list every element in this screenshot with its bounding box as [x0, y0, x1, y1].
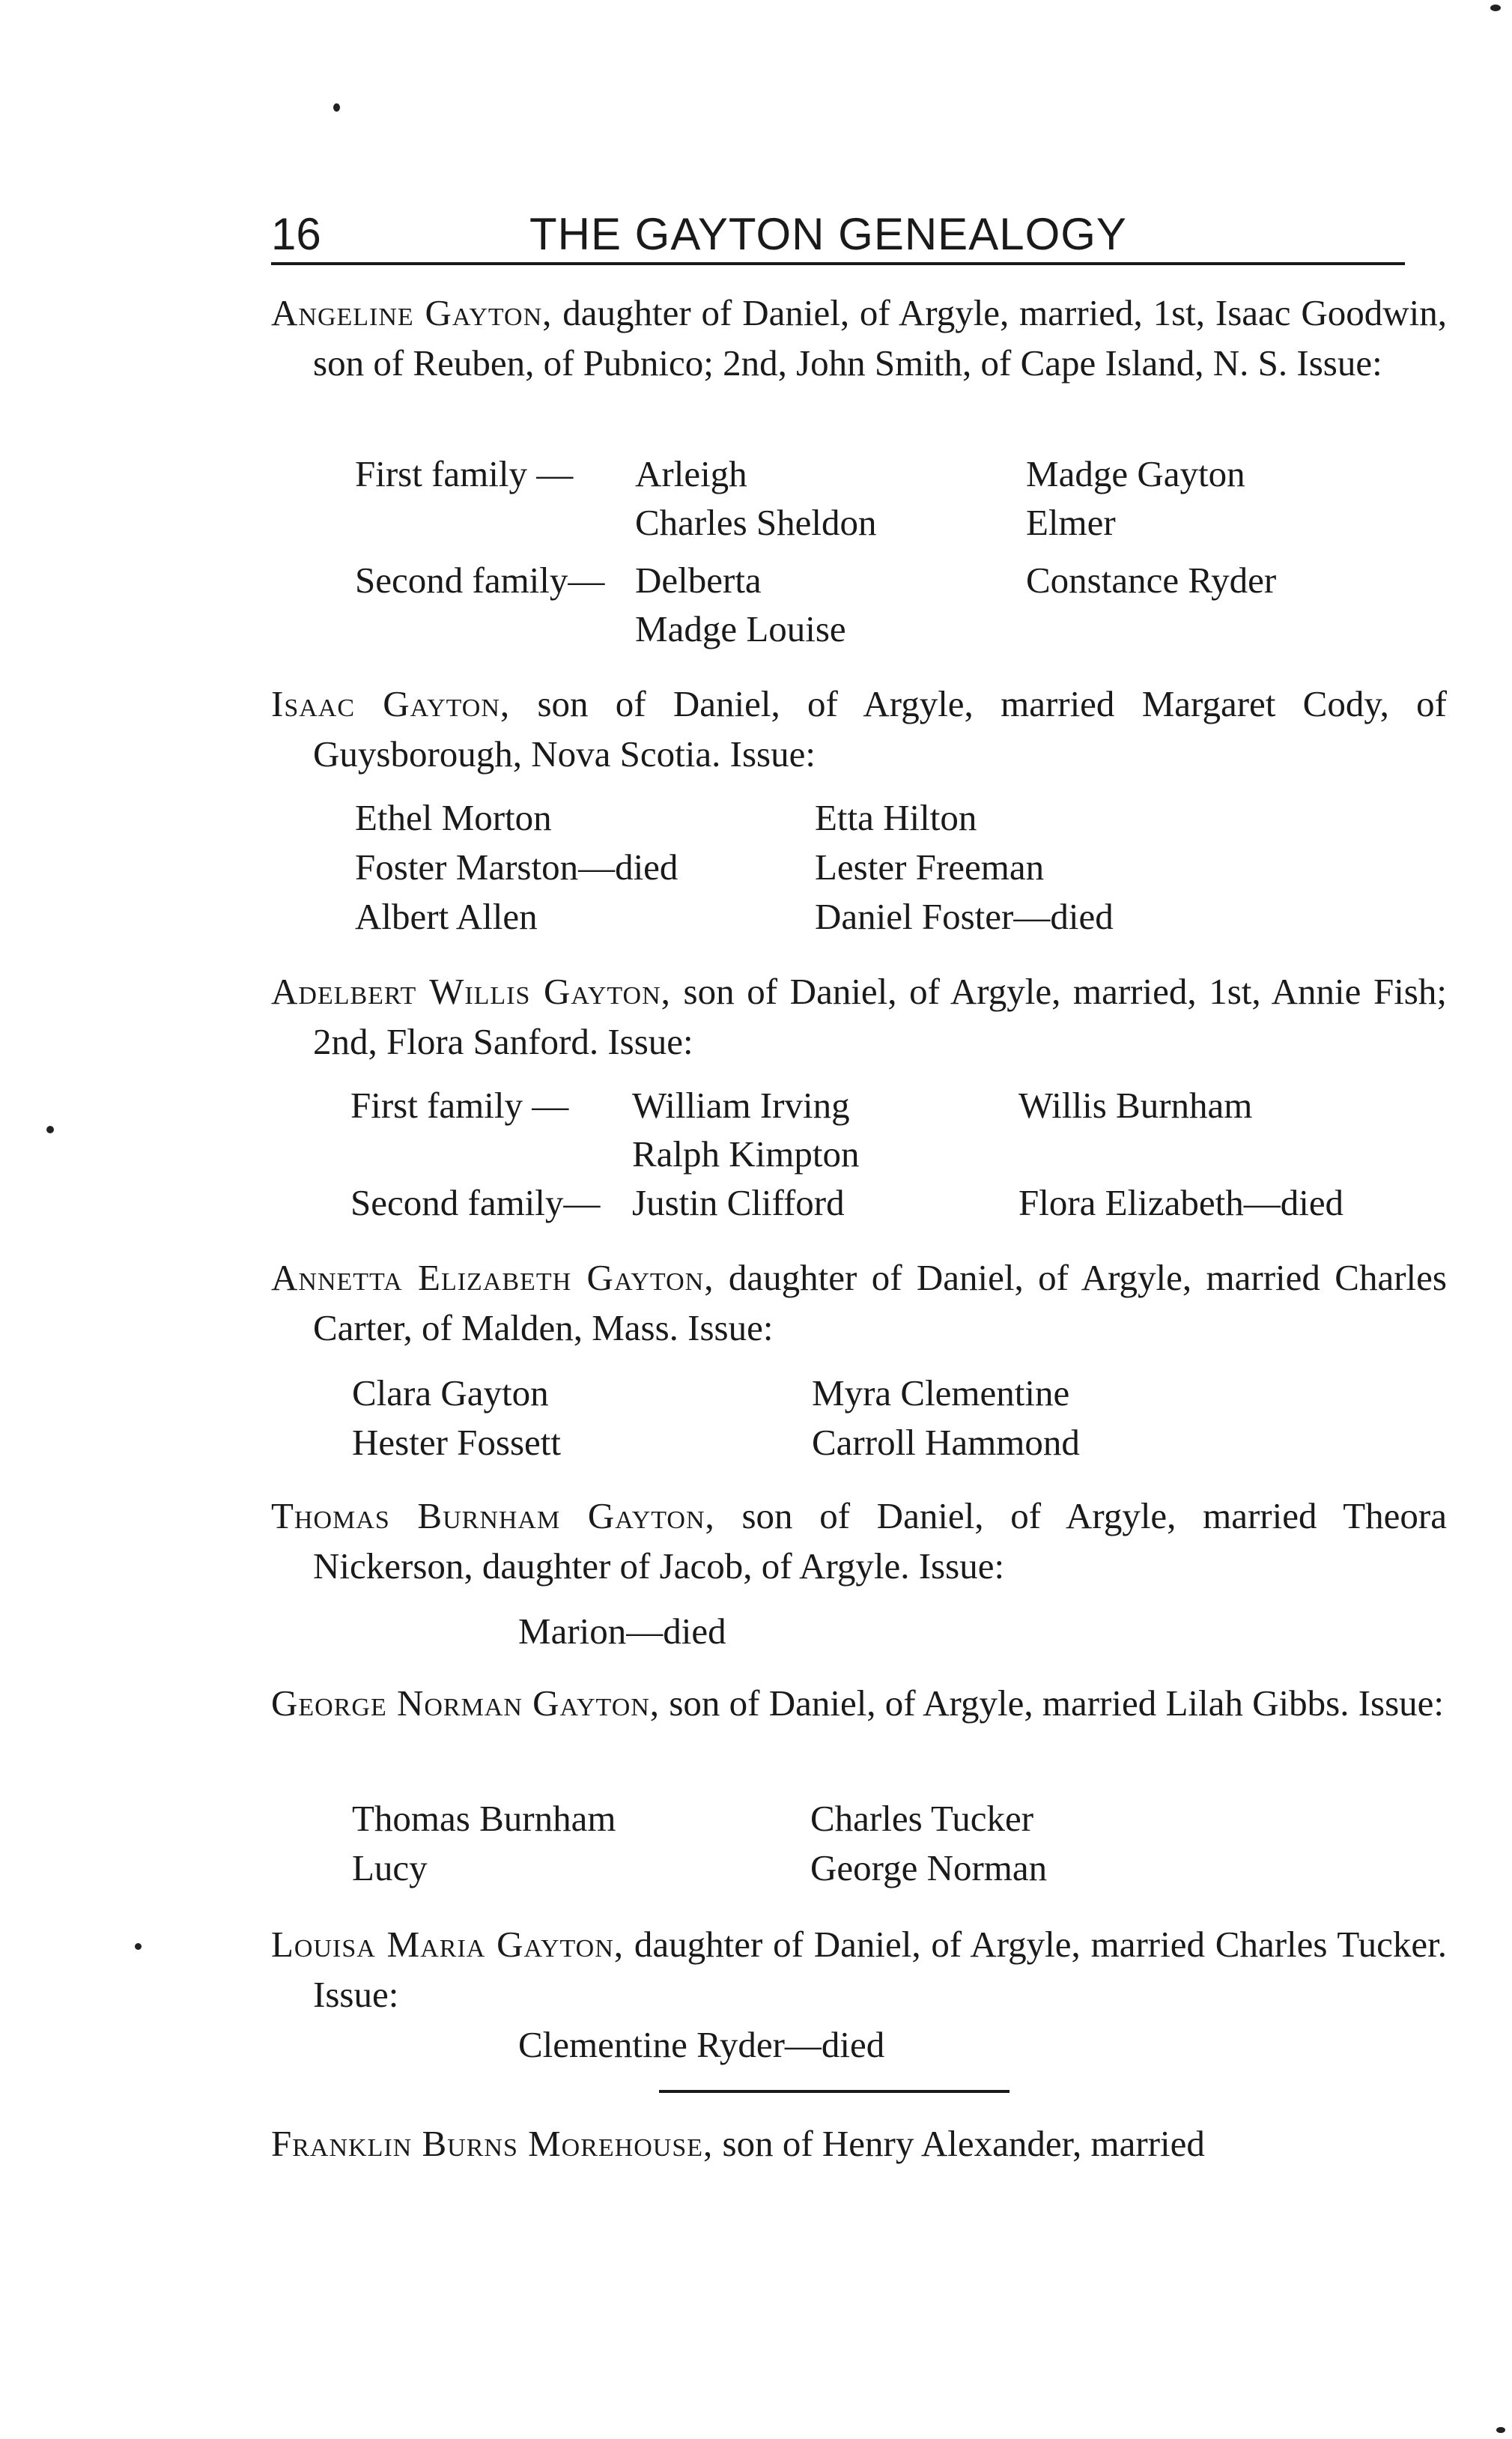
issue-name: Clara Gayton: [352, 1372, 549, 1414]
issue-name: Myra Clementine: [812, 1372, 1070, 1414]
issue-family-label: Second family—: [355, 560, 605, 601]
issue-family-label: First family —: [350, 1085, 569, 1126]
issue-name: Ralph Kimpton: [632, 1133, 860, 1175]
running-head: [271, 207, 1405, 265]
page-number: 16: [271, 209, 321, 259]
entry-paragraph: [271, 1491, 1447, 1591]
entry-paragraph: [271, 2118, 1447, 2169]
entry-name: Isaac Gayton,: [271, 683, 511, 724]
issue-name: Daniel Foster—died: [815, 896, 1114, 937]
entry-text: son of Henry Alexander, married: [713, 2123, 1205, 2164]
issue-name: Justin Clifford: [632, 1182, 845, 1223]
scan-speck: [135, 1943, 142, 1950]
issue-name: Carroll Hammond: [812, 1422, 1080, 1463]
entry-text: son of Daniel, of Argyle, married Margaret Cody, of Guysborough, Nova Scotia. Issue:: [313, 683, 1447, 775]
entry-name: Franklin Burns Morehouse,: [271, 2123, 714, 2164]
issue-name: Madge Gayton: [1026, 453, 1245, 494]
issue-name: Elmer: [1026, 502, 1116, 543]
issue-name: Lester Freeman: [815, 846, 1045, 888]
scan-speck: [46, 1126, 54, 1133]
entry-name: Angeline Gayton,: [271, 292, 553, 333]
issue-name: Lucy: [352, 1847, 428, 1888]
issue-family-label: First family —: [355, 453, 574, 494]
issue-name: Ethel Morton: [355, 797, 552, 838]
scan-speck: [333, 103, 340, 112]
entry-paragraph: [271, 1678, 1447, 1728]
issue-family-label: Second family—: [350, 1182, 601, 1223]
issue-name: Madge Louise: [635, 608, 846, 649]
issue-name: Thomas Burnham: [352, 1798, 616, 1839]
issue-name: Hester Fossett: [352, 1422, 561, 1463]
issue-name: Willis Burnham: [1018, 1085, 1253, 1126]
entry-text: daughter of Daniel, of Argyle, married, 1st, Isaac Goodwin, son of Reuben, of Pubnico; 2nd, John Smith, of Cape Island, N. S. Issue:: [313, 292, 1448, 384]
issue-name: Charles Tucker: [810, 1798, 1034, 1839]
entry-paragraph: [271, 1919, 1447, 2020]
issue-name: George Norman: [810, 1847, 1048, 1888]
entry-paragraph: [271, 966, 1447, 1067]
scan-speck: [1490, 4, 1501, 11]
entry-text: daughter of Daniel, of Argyle, married Charles Tucker. Issue:: [313, 1924, 1447, 2015]
entry-name: Adelbert Willis Gayton,: [271, 971, 671, 1012]
issue-name: Clementine Ryder—died: [518, 2024, 885, 2065]
issue-name: William Irving: [632, 1085, 850, 1126]
entry-paragraph: [271, 288, 1447, 388]
entry-text: son of Daniel, of Argyle, married Lilah Gibbs. Issue:: [660, 1682, 1445, 1724]
entry-name: Annetta Elizabeth Gayton,: [271, 1257, 714, 1298]
section-rule: [659, 2090, 1009, 2093]
entry-paragraph: [271, 679, 1447, 779]
entry-text: son of Daniel, of Argyle, married, 1st, Annie Fish; 2nd, Flora Sanford. Issue:: [313, 971, 1447, 1062]
running-title: THE GAYTON GENEALOGY: [529, 209, 1127, 259]
entry-name: Thomas Burnham Gayton,: [271, 1495, 715, 1536]
entry-name: George Norman Gayton,: [271, 1682, 661, 1724]
entry-text: daughter of Daniel, of Argyle, married Charles Carter, of Malden, Mass. Issue:: [313, 1257, 1447, 1348]
entry-name: Louisa Maria Gayton,: [271, 1924, 625, 1965]
issue-name: Albert Allen: [355, 896, 538, 937]
issue-name: Flora Elizabeth—died: [1018, 1182, 1344, 1223]
entry-paragraph: [271, 1252, 1447, 1353]
issue-name: Constance Ryder: [1026, 560, 1277, 601]
issue-name: Marion—died: [518, 1611, 726, 1652]
issue-name: Delberta: [635, 560, 762, 601]
issue-name: Charles Sheldon: [635, 502, 877, 543]
issue-name: Etta Hilton: [815, 797, 977, 838]
issue-name: Arleigh: [635, 453, 747, 494]
issue-name: Foster Marston—died: [355, 846, 678, 888]
scan-speck: [1496, 2427, 1505, 2433]
entry-text: son of Daniel, of Argyle, married Theora Nickerson, daughter of Jacob, of Argyle. Issue:: [313, 1495, 1447, 1587]
